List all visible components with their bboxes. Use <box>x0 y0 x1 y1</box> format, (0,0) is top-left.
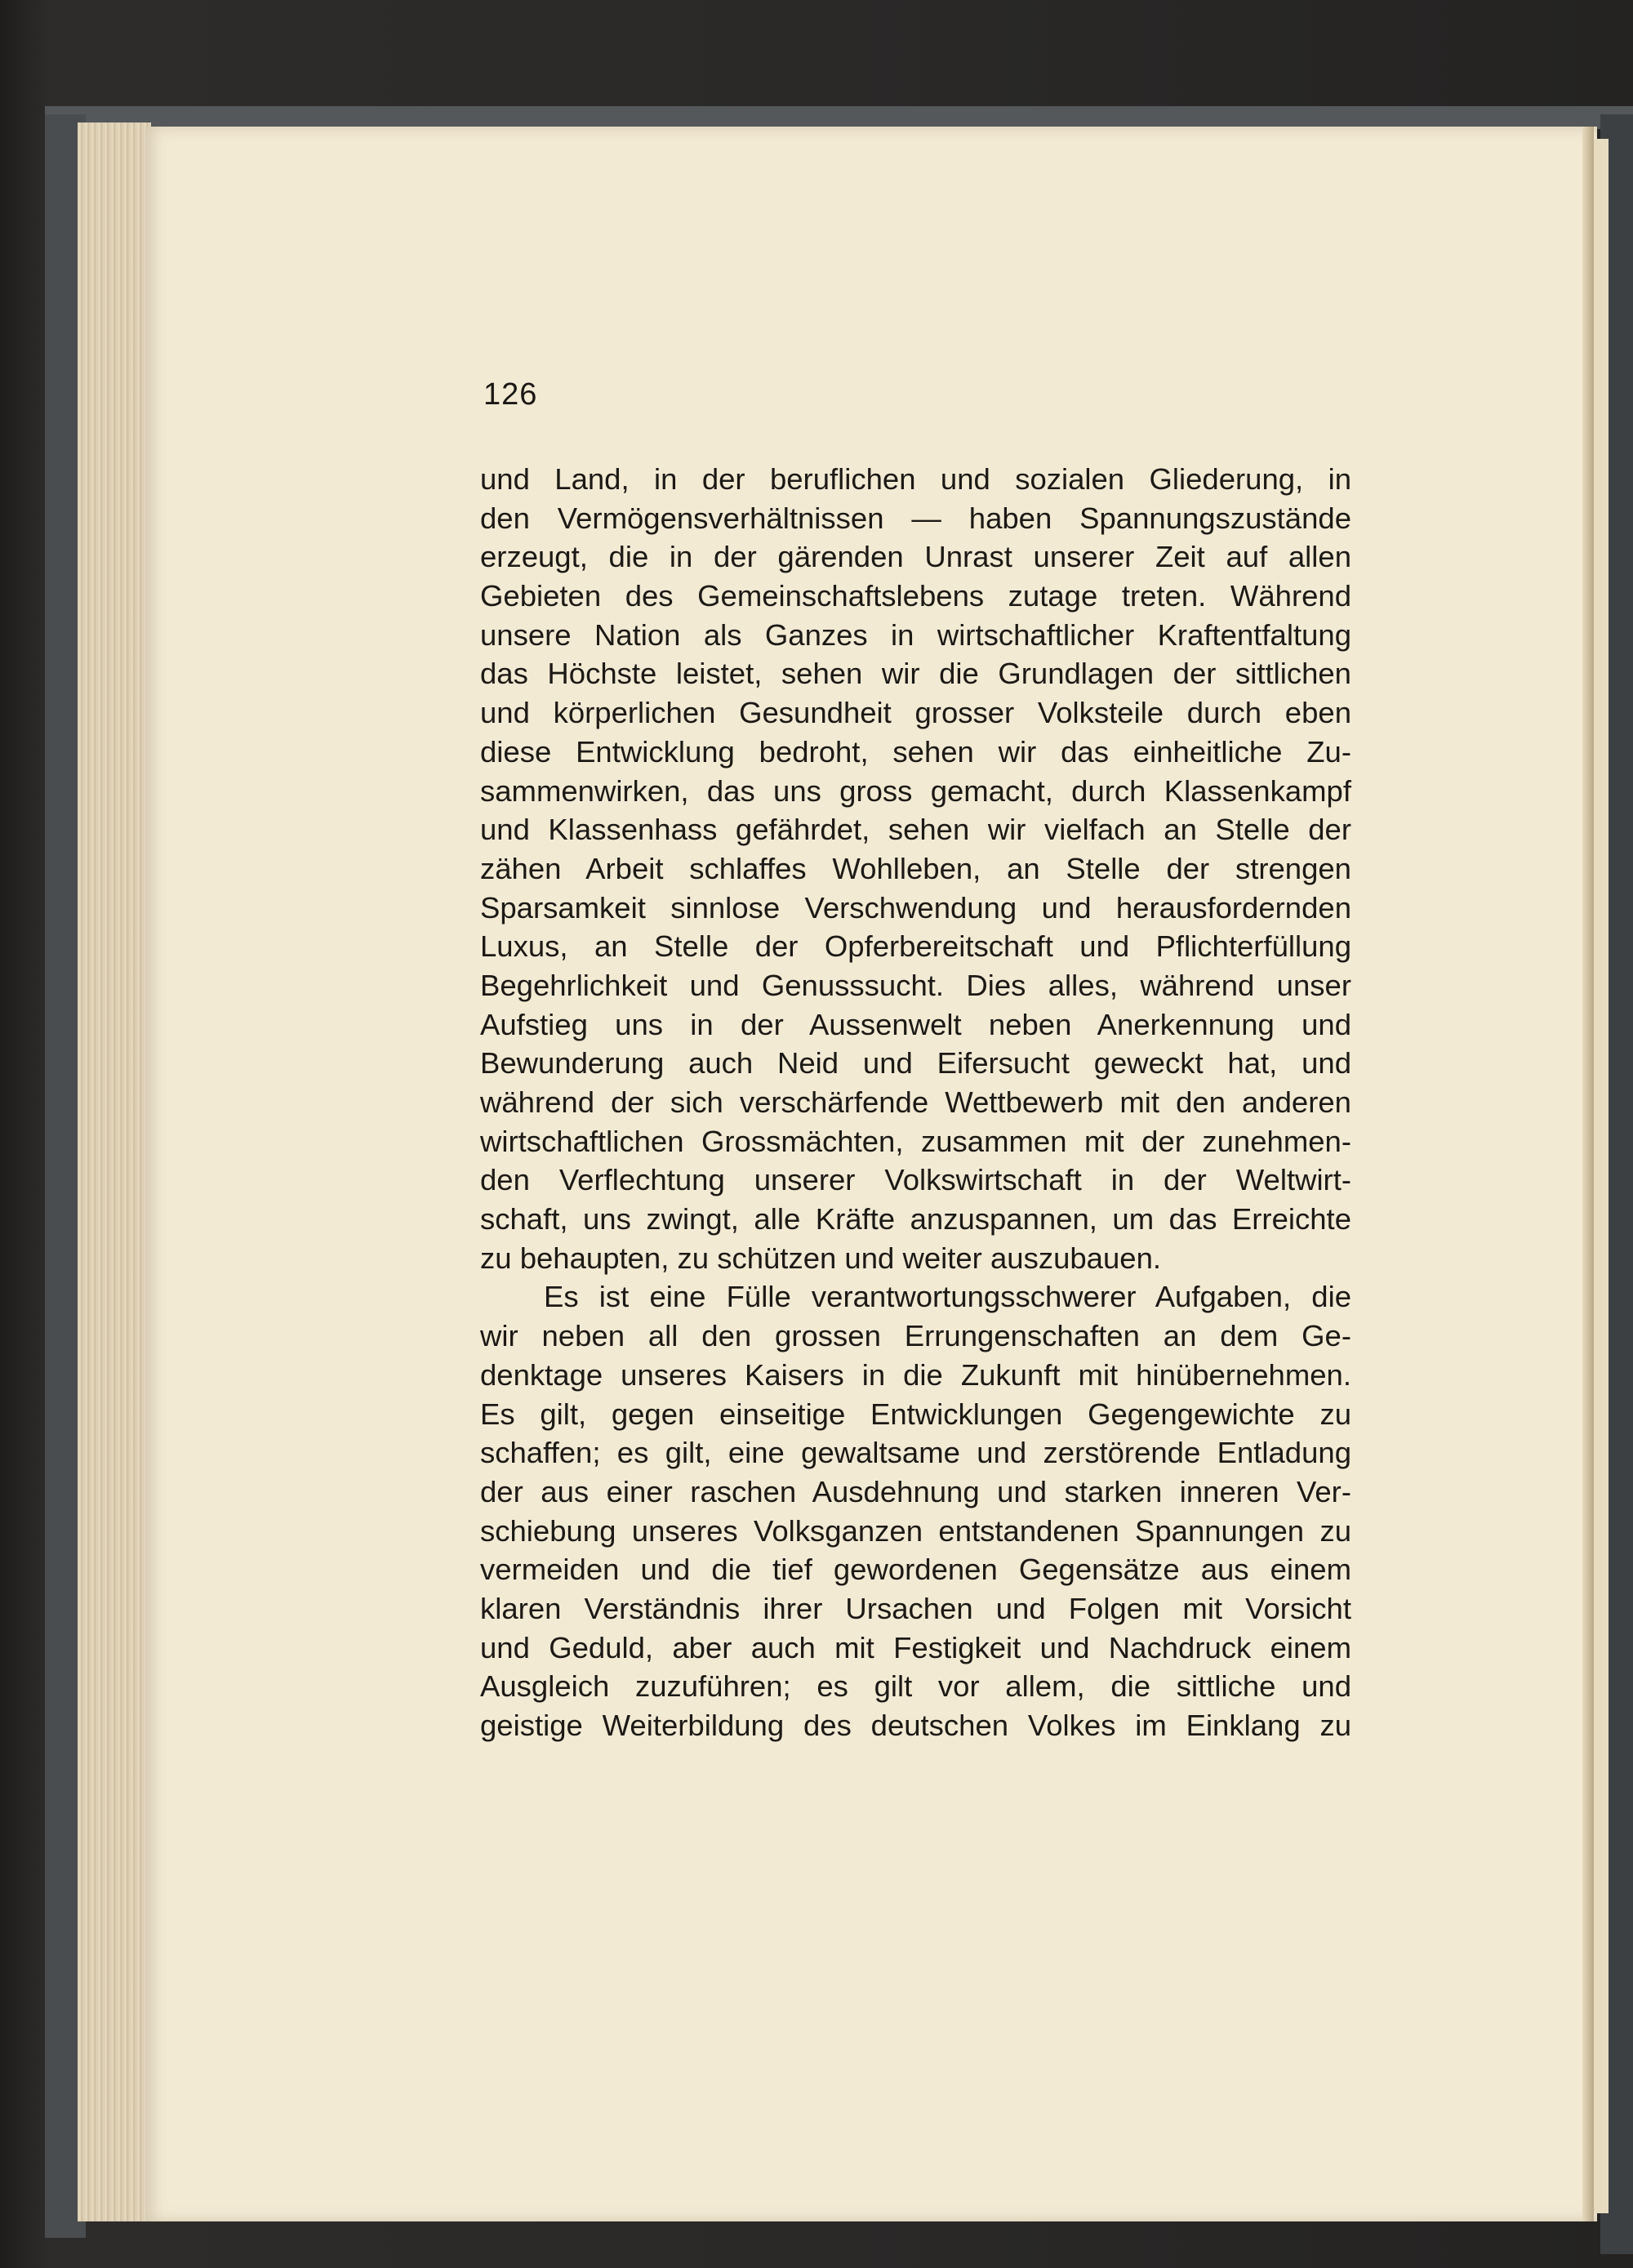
text-line: denktage unseres Kaisers in die Zukunft mit hinübernehmen. <box>480 1357 1351 1392</box>
text-line: Es ist eine Fülle verantwortungsschwerer Aufgaben, die <box>544 1280 1351 1314</box>
text-line: wir neben all den grossen Errungenschaften an dem Ge- <box>480 1319 1351 1353</box>
cover-edge-top <box>45 106 1633 129</box>
text-line: unsere Nation als Ganzes in wirtschaftlicher Kraftentfaltung <box>480 617 1351 652</box>
text-line: sammenwirken, das uns gross gemacht, durch Klassenkampf <box>480 773 1351 808</box>
text-line: schaffen; es gilt, eine gewaltsame und zerstörende Entladung <box>480 1436 1351 1470</box>
text-line: klaren Verständnis ihrer Ursachen und Folgen mit Vorsicht <box>480 1591 1351 1625</box>
text-line: und Klassenhass gefährdet, sehen wir vielfach an Stelle der <box>480 813 1351 847</box>
next-page-edge <box>1594 139 1609 2213</box>
text-line: Aufstieg uns in der Aussenwelt neben Anerkennung und <box>480 1007 1351 1041</box>
text-line: Sparsamkeit sinnlose Verschwendung und herausfordernden <box>480 890 1351 925</box>
text-line: Ausgleich zuzuführen; es gilt vor allem, die sittliche und <box>480 1669 1351 1704</box>
text-line: geistige Weiterbildung des deutschen Volkes im Einklang zu <box>480 1709 1351 1742</box>
body-text <box>480 460 1351 1745</box>
text-line: zu behaupten, zu schützen und weiter auszubauen. <box>480 1241 1162 1275</box>
page-stack-edges <box>78 123 151 2221</box>
text-line: das Höchste leistet, sehen wir die Grundlagen der sittlichen <box>480 657 1351 691</box>
text-line: Es gilt, gegen einseitige Entwicklungen Gegengewichte zu <box>480 1397 1351 1431</box>
text-line: Luxus, an Stelle der Opferbereitschaft und Pflichterfüllung <box>480 929 1351 964</box>
text-line: Bewunderung auch Neid und Eifersucht geweckt hat, und <box>480 1046 1351 1081</box>
text-line: während der sich verschärfende Wettbewerb mit den anderen <box>480 1085 1351 1119</box>
page-gutter <box>1582 127 1594 2221</box>
text-line: und Land, in der beruflichen und sozialen Gliederung, in <box>480 462 1351 496</box>
text-line: zähen Arbeit schlaffes Wohlleben, an Stelle der strengen <box>480 851 1351 885</box>
text-line: der aus einer raschen Ausdehnung und starken inneren Ver- <box>480 1474 1351 1508</box>
text-line: und Geduld, aber auch mit Festigkeit und Nachdruck einem <box>480 1630 1351 1664</box>
text-line: Begehrlichkeit und Genusssucht. Dies alles, während unser <box>480 968 1351 1002</box>
text-line: schaft, uns zwingt, alle Kräfte anzuspannen, um das Erreichte <box>480 1202 1351 1236</box>
text-line: wirtschaftlichen Grossmächten, zusammen mit der zunehmen- <box>480 1124 1351 1158</box>
text-line: erzeugt, die in der gärenden Unrast unserer Zeit auf allen <box>480 540 1351 574</box>
text-line: schiebung unseres Volksganzen entstandenen Spannungen zu <box>480 1513 1351 1548</box>
text-line: den Vermögensverhältnissen — haben Spannungszustände <box>480 501 1351 535</box>
text-line: diese Entwicklung bedroht, sehen wir das einheitliche Zu- <box>480 734 1351 769</box>
text-line: den Verflechtung unserer Volkswirtschaft in der Weltwirt- <box>480 1163 1351 1197</box>
page-number: 126 <box>483 377 538 412</box>
text-line: vermeiden und die tief gewordenen Gegensätze aus einem <box>480 1553 1351 1587</box>
text-line: und körperlichen Gesundheit grosser Volksteile durch eben <box>480 696 1351 730</box>
text-line: Gebieten des Gemeinschaftslebens zutage treten. Während <box>480 579 1351 613</box>
